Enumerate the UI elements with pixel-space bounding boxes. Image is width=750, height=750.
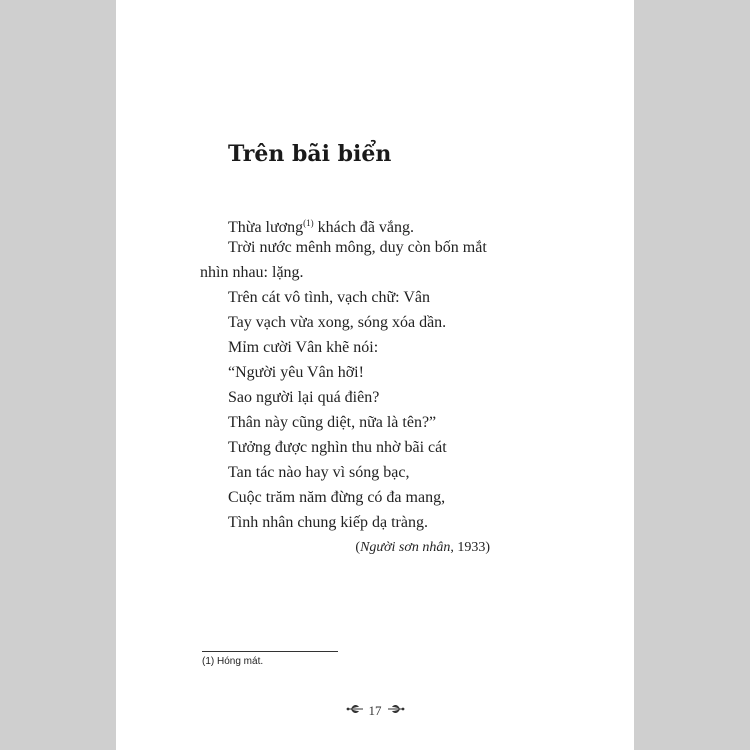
poem-line: [228, 213, 414, 238]
poem-line-text: khách đã vắng.: [313, 219, 415, 236]
poem-line: “Người yêu Vân hỡi!: [228, 364, 364, 381]
poem-line: Thân này cũng diệt, nữa là tên?”: [228, 414, 437, 431]
leaf-ornament-left-icon: [345, 703, 365, 719]
leaf-ornament-right-icon: [386, 703, 406, 719]
poem-line: Tình nhân chung kiếp dạ tràng.: [228, 514, 428, 531]
poem-line: Sao người lại quá điên?: [228, 389, 380, 406]
poem-line: Cuộc trăm năm đừng có đa mang,: [228, 489, 446, 506]
footnote-marker: (1): [303, 218, 314, 228]
poem-title: Trên bãi biển: [228, 141, 392, 167]
poem-line: Mỉm cười Vân khẽ nói:: [228, 339, 379, 356]
footnote-divider: [202, 651, 338, 652]
source-work-title: Người sơn nhân: [360, 540, 451, 555]
source-paren: (: [355, 540, 361, 555]
poem-line: nhìn nhau: lặng.: [200, 264, 304, 281]
poem-line-text: Thừa lương: [228, 219, 304, 236]
page-folio: [116, 702, 634, 719]
poem-line: Tưởng được nghìn thu nhờ bãi cát: [228, 439, 447, 456]
poem-line: Trên cát vô tình, vạch chữ: Vân: [228, 289, 430, 306]
book-page: [116, 0, 634, 750]
poem-line: Tan tác nào hay vì sóng bạc,: [228, 464, 410, 481]
poem-line: Tay vạch vừa xong, sóng xóa dần.: [228, 314, 447, 331]
poem-line: Trời nước mênh mông, duy còn bốn mắt: [228, 239, 487, 256]
poem-source: [355, 540, 490, 556]
source-year: , 1933): [450, 540, 490, 555]
footnote: (1) Hóng mát.: [202, 656, 264, 667]
page-number: 17: [368, 703, 382, 719]
